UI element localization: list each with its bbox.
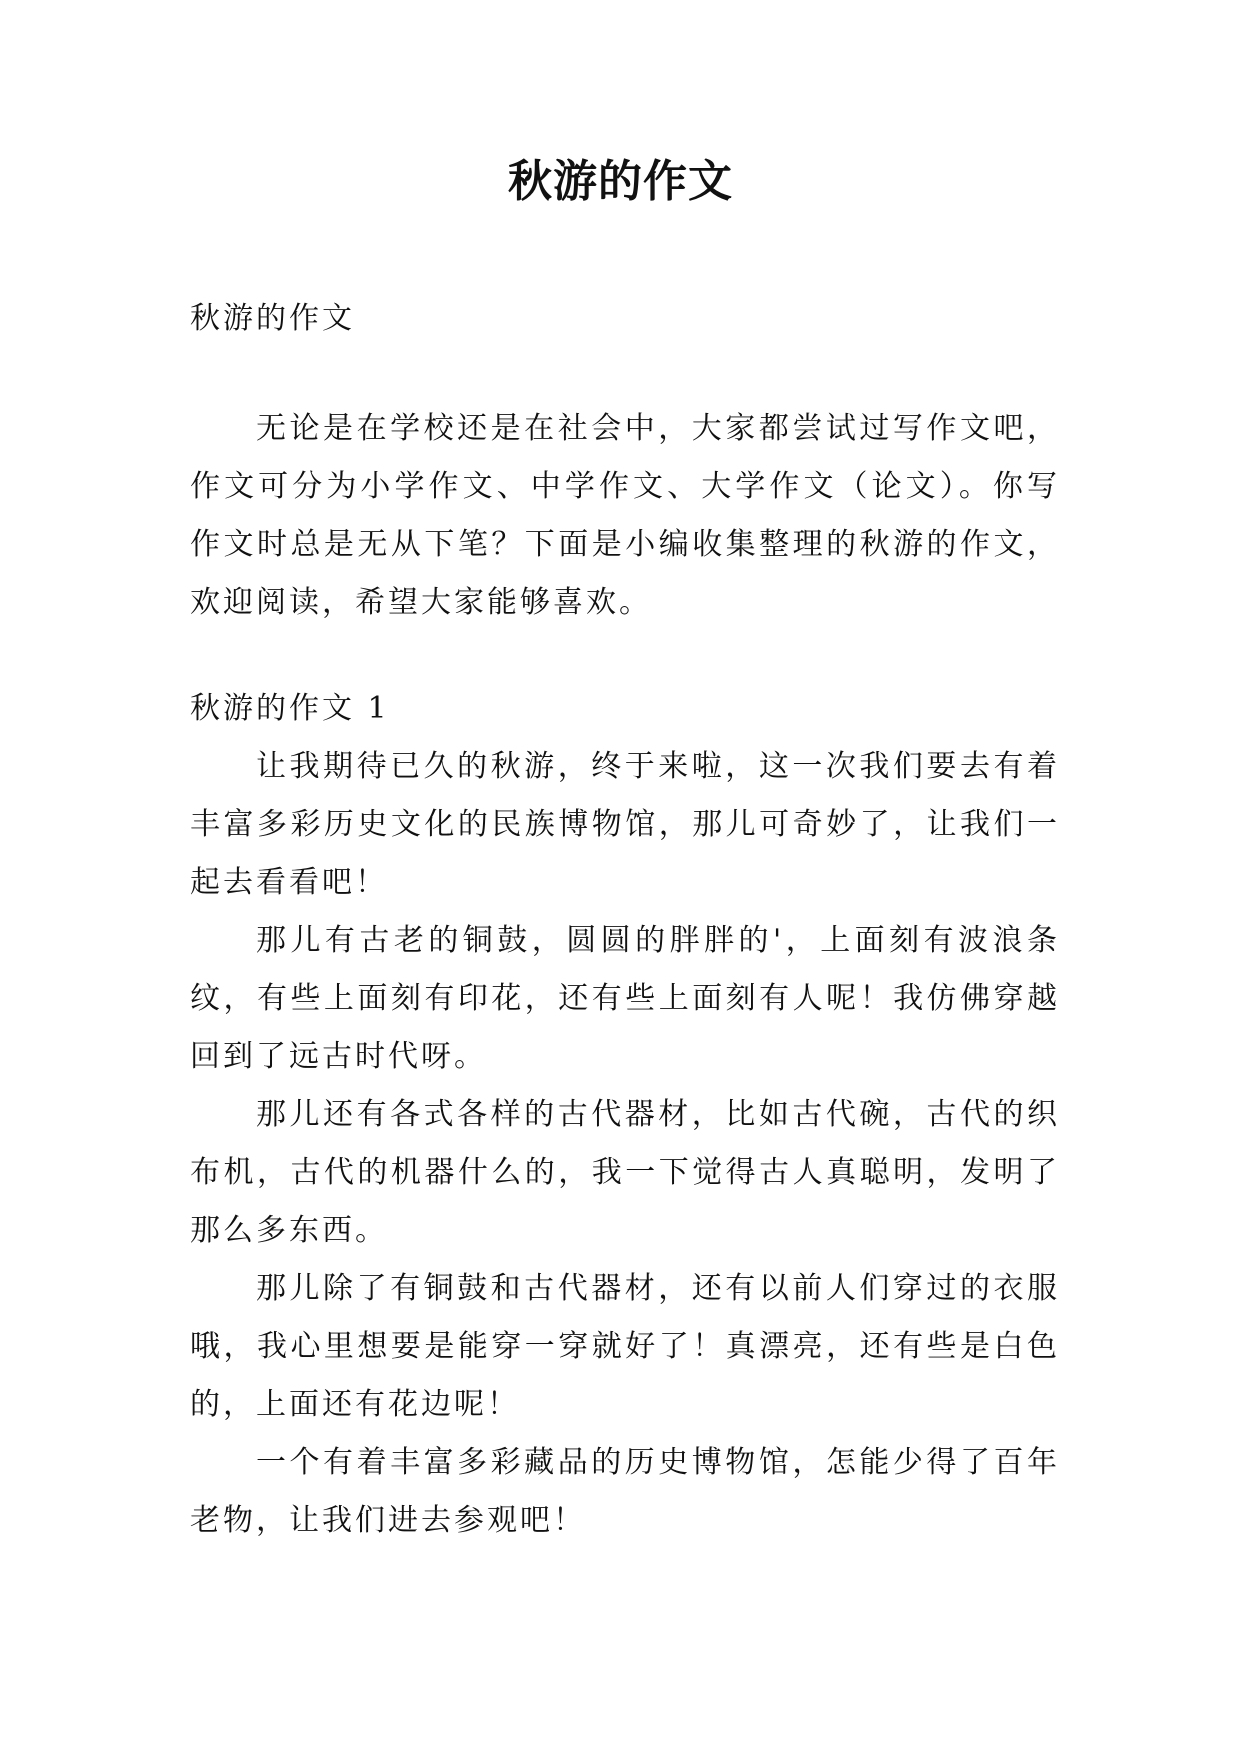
section-heading: 秋游的作文 1 bbox=[190, 691, 390, 726]
body-paragraph: 那儿还有各式各样的古代器材，比如古代碗，古代的织布机，古代的机器什么的，我一下觉得古人真聪明，发明了那么多东西。 bbox=[190, 1097, 1060, 1248]
body-paragraph: 那儿有古老的铜鼓，圆圆的胖胖的'，上面刻有波浪条纹，有些上面刻有印花，还有些上面刻有人呢！我仿佛穿越回到了远古时代呀。 bbox=[190, 923, 1060, 1074]
body-paragraph: 那儿除了有铜鼓和古代器材，还有以前人们穿过的衣服哦，我心里想要是能穿一穿就好了！真漂亮，还有些是白色的，上面还有花边呢！ bbox=[190, 1271, 1060, 1422]
intro-paragraph: 无论是在学校还是在社会中，大家都尝试过写作文吧，作文可分为小学作文、中学作文、大学作文（论文）。你写作文时总是无从下笔？下面是小编收集整理的秋游的作文，欢迎阅读，希望大家能够喜欢。 bbox=[190, 411, 1060, 620]
document-subtitle: 秋游的作文 bbox=[190, 301, 355, 336]
document-title: 秋游的作文 bbox=[508, 156, 733, 207]
document-body bbox=[190, 290, 1060, 1550]
body-paragraph: 一个有着丰富多彩藏品的历史博物馆，怎能少得了百年老物，让我们进去参观吧！ bbox=[190, 1445, 1060, 1538]
body-paragraph: 让我期待已久的秋游，终于来啦，这一次我们要去有着丰富多彩历史文化的民族博物馆，那儿可奇妙了，让我们一起去看看吧！ bbox=[190, 749, 1060, 900]
